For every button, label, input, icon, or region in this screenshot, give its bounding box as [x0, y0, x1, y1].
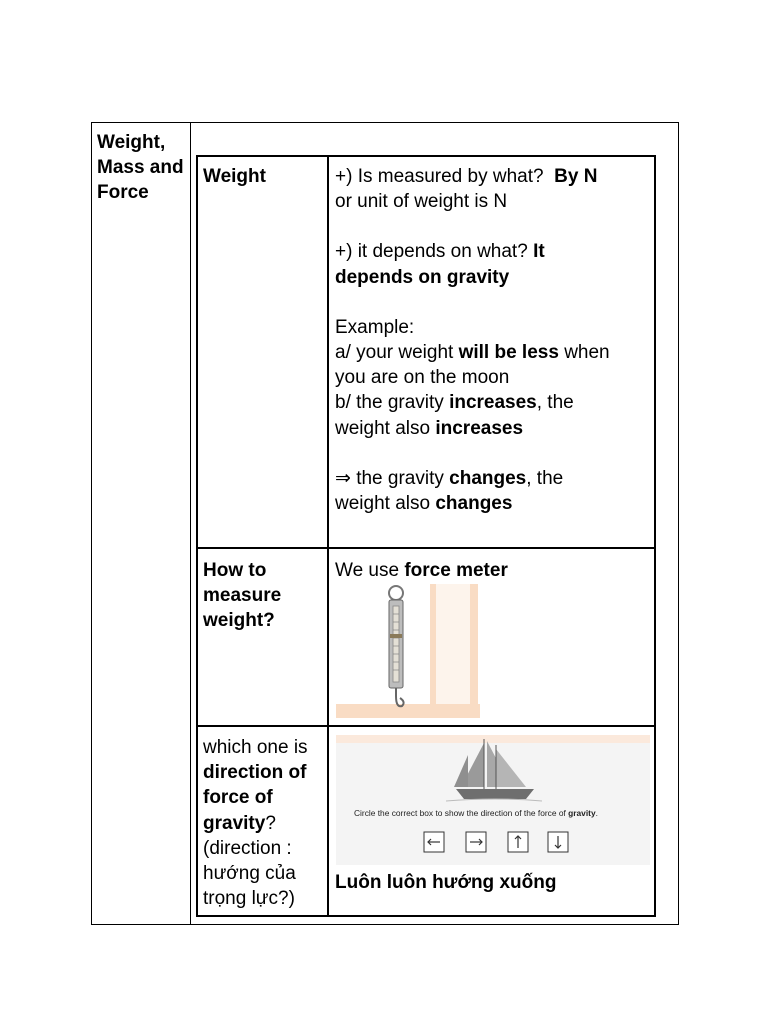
q2-answer-a: It — [533, 241, 545, 263]
ex-a-pre: a/ your weight — [335, 342, 454, 364]
q2-line — [335, 239, 651, 264]
measure-bold: force meter — [404, 560, 508, 581]
ex-b-line2-bold: increases — [435, 417, 524, 439]
concl-line2-pre: weight also — [335, 493, 431, 515]
row-label-measure: How to measure weight? — [203, 560, 282, 632]
ex-b-bold: increases — [449, 392, 537, 414]
gravity-direction-answer: Luôn luôn hướng xuống — [335, 872, 557, 893]
row-divider-2 — [196, 725, 656, 727]
row-label-weight: Weight — [203, 166, 266, 187]
concl-pre: ⇒ the gravity — [335, 467, 444, 489]
concl-line2-bold: changes — [435, 493, 513, 515]
q1-line — [335, 164, 651, 189]
concl-post: , the — [526, 467, 564, 489]
direction-label-post: (direction : hướng của trọng lực?) — [203, 837, 296, 910]
quiz-caption — [354, 808, 644, 818]
spring-scale-icon — [336, 584, 480, 718]
direction-label-bold: direction of force of gravity — [203, 762, 307, 834]
quiz-caption-bold: gravity — [568, 808, 596, 818]
sailing-ship-icon — [336, 735, 650, 865]
q2-text: +) it depends on what? — [335, 241, 528, 263]
q1-line2: or unit of weight is N — [335, 191, 508, 213]
example-title: Example: — [335, 316, 415, 338]
measure-content — [335, 558, 651, 583]
ex-b-pre: b/ the gravity — [335, 392, 444, 414]
concl-bold: changes — [449, 467, 527, 489]
ex-a-bold: will be less — [458, 342, 559, 364]
q2-answer-b: depends on gravity — [335, 266, 510, 288]
outer-column-divider — [190, 122, 191, 925]
example-b-line — [335, 390, 651, 415]
ex-a-line2: you are on the moon — [335, 367, 510, 389]
ex-b-line2-pre: weight also — [335, 417, 431, 439]
gravity-quiz-image — [336, 735, 650, 865]
q1-answer: By N — [554, 166, 598, 187]
ex-a-post: when — [564, 342, 610, 364]
example-a-line — [335, 340, 651, 365]
row-label-direction — [203, 735, 323, 911]
topic-title: Weight, Mass and Force — [97, 132, 184, 203]
force-meter-image — [336, 584, 480, 718]
weight-content — [335, 164, 651, 516]
measure-pre: We use — [335, 560, 400, 581]
direction-label-q: ? — [265, 812, 276, 834]
q1-text: +) Is measured by what? — [335, 166, 544, 187]
ex-b-post: , the — [536, 392, 574, 414]
example-b-line2 — [335, 416, 651, 441]
conclusion-line2 — [335, 491, 651, 516]
row-divider-1 — [196, 547, 656, 549]
quiz-caption-pre: Circle the correct box to show the direction of the force of — [354, 808, 566, 818]
quiz-caption-end: . — [595, 808, 598, 818]
conclusion-line — [335, 466, 651, 491]
direction-label-pre: which one is — [203, 737, 308, 758]
inner-column-divider — [327, 155, 329, 917]
